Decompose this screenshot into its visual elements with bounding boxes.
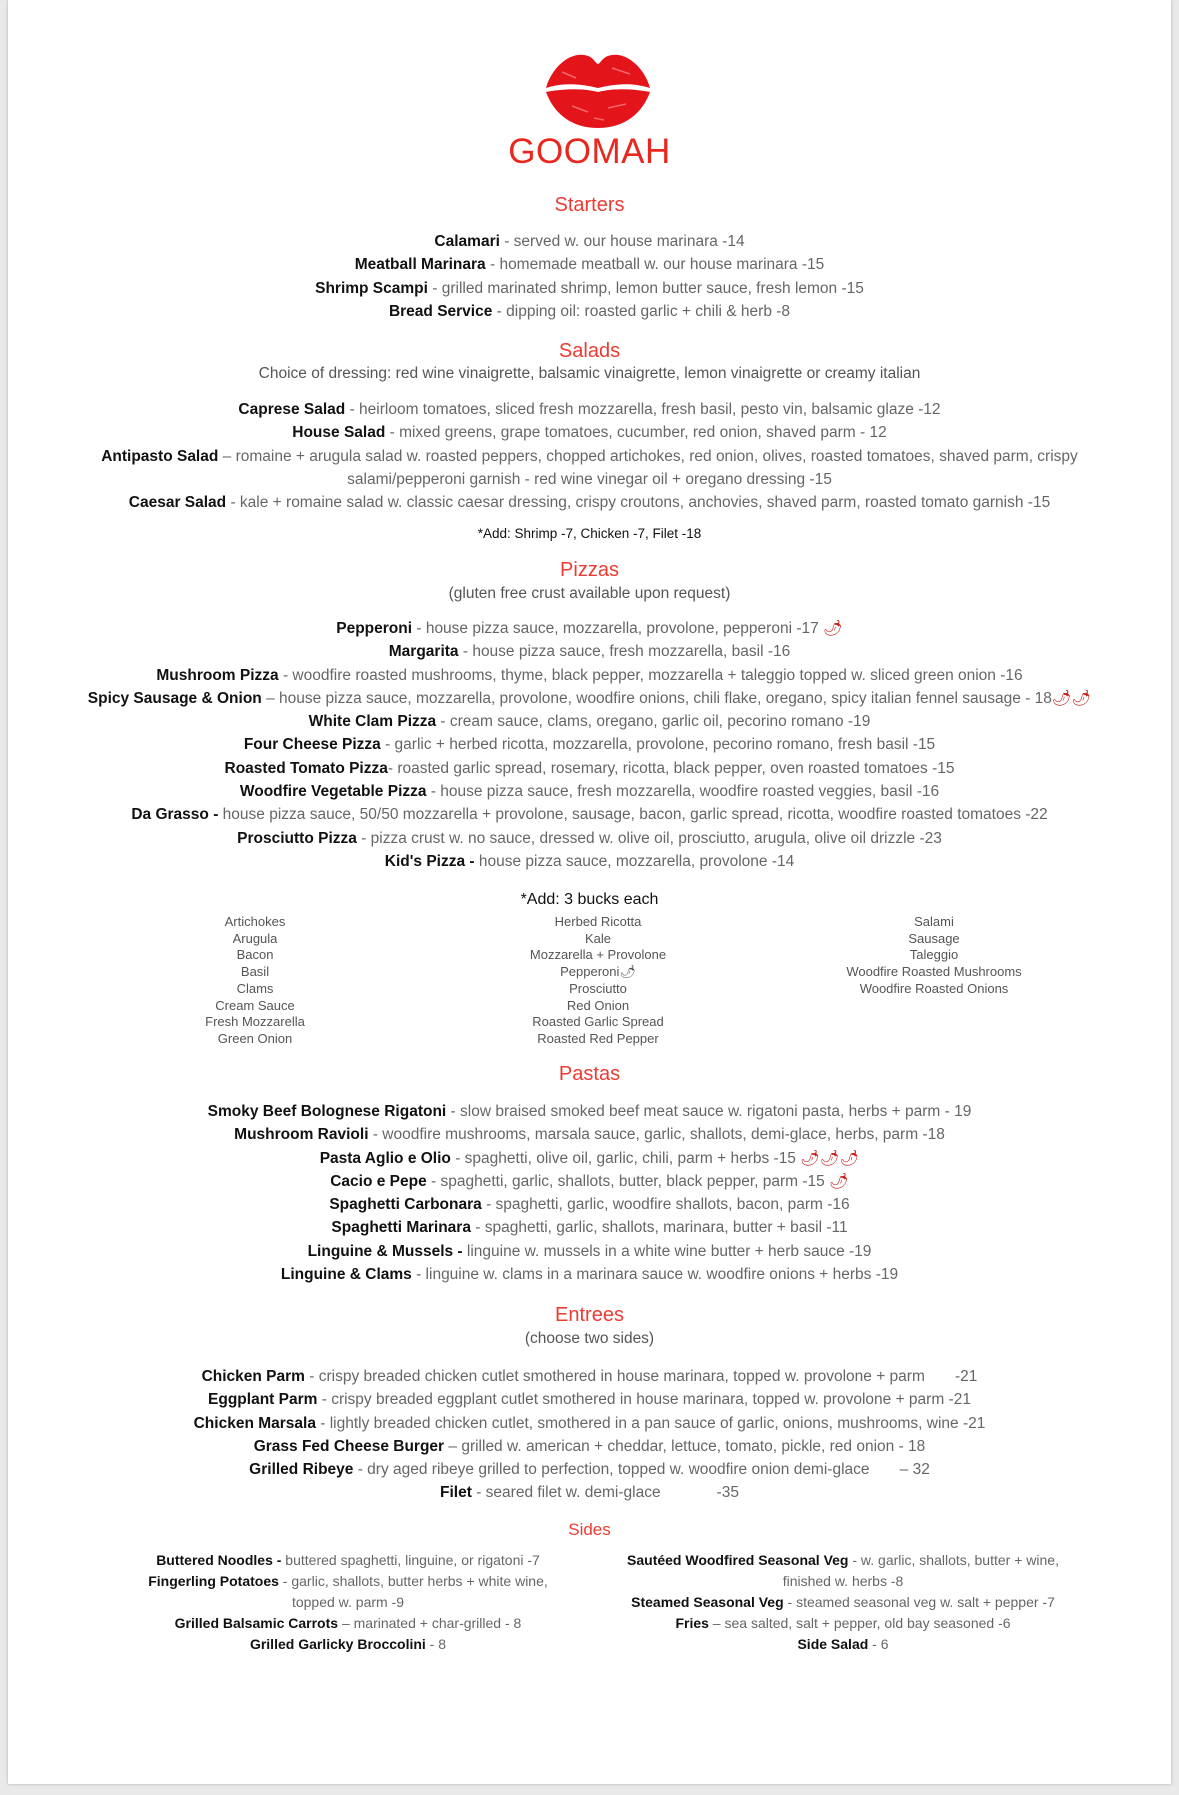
topping: Kale	[584, 930, 612, 946]
menu-item: Steamed Seasonal Veg - steamed seasonal veg w. salt + pepper -7	[631, 1594, 1055, 1610]
menu-item: Woodfire Vegetable Pizza - house pizza sauce, fresh mozzarella, woodfire roasted veggies, basil -16	[239, 783, 940, 801]
menu-item: Bread Service - dipping oil: roasted garlic + chili & herb -8	[388, 302, 791, 320]
topping: Salami	[914, 914, 954, 929]
menu-item: Smoky Beef Bolognese Rigatoni - slow braised smoked beef meat sauce w. rigatoni pasta, herbs + parm - 19	[207, 1103, 972, 1120]
entrees-list	[68, 1365, 1111, 1505]
menu-item: Grilled Balsamic Carrots – marinated + char-grilled - 8	[174, 1615, 522, 1631]
menu-item: Mushroom Pizza - woodfire roasted mushrooms, thyme, black pepper, mozzarella + taleggio topped w. sliced green onion -16	[156, 666, 1023, 684]
topping: Red Onion	[566, 997, 630, 1013]
menu-item: Calamari - served w. our house marinara -14	[434, 233, 745, 250]
toppings-column-2	[498, 914, 698, 1048]
menu-item: Spicy Sausage & Onion – house pizza sauce, mozzarella, provolone, woodfire onions, chili flake, oregano, spicy italian fennel sausage - 18🌶🌶	[87, 689, 1092, 707]
topping: Taleggio	[909, 947, 959, 963]
menu-item: Pepperoni - house pizza sauce, mozzarella, provolone, pepperoni -17 🌶	[336, 620, 843, 637]
pizzas-list	[68, 617, 1111, 873]
sides-right-column	[608, 1550, 1078, 1655]
menu-item: Da Grasso - house pizza sauce, 50/50 mozzarella + provolone, sausage, bacon, garlic spread, ricotta, woodfire roasted tomatoes -22	[131, 806, 1048, 824]
topping: Sausage	[908, 930, 960, 946]
menu-item: Kid's Pizza - house pizza sauce, mozzarella, provolone -14	[384, 852, 795, 870]
topping: Basil	[240, 964, 270, 980]
topping: Artichokes	[224, 914, 286, 929]
menu-item: House Salad - mixed greens, grape tomatoes, cucumber, red onion, shaved parm - 12	[292, 424, 887, 442]
menu-item: Spaghetti Carbonara - spaghetti, garlic, woodfire shallots, bacon, parm -16	[329, 1196, 850, 1214]
restaurant-name: GOOMAH	[508, 132, 671, 171]
menu-item: Cacio e Pepe - spaghetti, garlic, shallots, butter, black pepper, parm -15 🌶	[330, 1172, 849, 1190]
menu-item: Prosciutto Pizza - pizza crust w. no sauce, dressed w. olive oil, prosciutto, arugula, olive oil drizzle -23	[237, 829, 942, 847]
chili-pepper-icon: 🌶	[823, 620, 843, 637]
topping: Roasted Red Pepper	[537, 1030, 659, 1046]
topping: Prosciutto	[569, 980, 627, 996]
menu-item: Antipasto Salad – romaine + arugula salad w. roasted peppers, chopped artichokes, red onion, olives, roasted tomatoes, shaved parm, crispy salami/pepperoni garnish - red wine vinegar oil + oregano dressing -15	[101, 447, 1078, 488]
toppings-column-1	[165, 914, 345, 1048]
menu-item: Mushroom Ravioli - woodfire mushrooms, marsala sauce, garlic, shallots, demi-glace, herbs, parm -18	[234, 1126, 945, 1144]
pizzas-heading: Pizzas	[560, 559, 619, 581]
menu-item: Eggplant Parm - crispy breaded eggplant cutlet smothered in house marinara, topped w. provolone + parm -21	[208, 1391, 971, 1409]
topping: Roasted Garlic Spread	[532, 1014, 664, 1030]
sides-note: (choose two sides)	[524, 1330, 655, 1347]
menu-item: Pasta Aglio e Olio - spaghetti, olive oil, garlic, chili, parm + herbs -15 🌶🌶🌶	[319, 1149, 860, 1167]
chili-pepper-icon: 🌶🌶🌶	[800, 1149, 860, 1167]
gluten-free-note: (gluten free crust available upon request)	[448, 585, 731, 602]
menu-item: Margarita - house pizza sauce, fresh mozzarella, basil -16	[388, 643, 791, 661]
menu-item: Chicken Marsala - lightly breaded chicken cutlet, smothered in a pan sauce of garlic, onions, mushrooms, wine -21	[193, 1414, 986, 1432]
chili-pepper-icon: 🌶	[829, 1172, 849, 1190]
menu-item: Side Salad - 6	[797, 1636, 889, 1652]
menu-item: Caesar Salad - kale + romaine salad w. classic caesar dressing, crispy croutons, anchovies, shaved parm, roasted tomato garnish -15	[128, 494, 1051, 512]
menu-item: White Clam Pizza - cream sauce, clams, oregano, garlic oil, pecorino romano -19	[308, 713, 871, 731]
menu-item: Fingerling Potatoes - garlic, shallots, butter herbs + white wine, topped w. parm -9	[148, 1573, 548, 1610]
menu-item: Sautéed Woodfired Seasonal Veg - w. garlic, shallots, butter + wine, finished w. herbs -8	[627, 1552, 1059, 1589]
menu-item: Grass Fed Cheese Burger – grilled w. american + cheddar, lettuce, tomato, pickle, red onion - 18	[253, 1437, 926, 1455]
sides-left-column	[128, 1550, 568, 1655]
menu-item: Filet - seared filet w. demi-glace -35	[440, 1484, 739, 1502]
topping: Bacon	[236, 947, 274, 963]
sides-heading: Sides	[568, 1520, 611, 1539]
pizza-add-ons-title: *Add: 3 bucks each	[520, 891, 659, 908]
starters-list	[68, 230, 1111, 323]
salad-add-ons: *Add: Shrimp -7, Chicken -7, Filet -18	[477, 526, 702, 541]
topping: Clams	[236, 980, 274, 996]
topping: Woodfire Roasted Onions	[859, 980, 1009, 996]
topping: Cream Sauce	[215, 997, 295, 1013]
menu-item: Four Cheese Pizza - garlic + herbed ricotta, mozzarella, provolone, pecorino romano, fresh basil -15	[243, 736, 936, 754]
menu-item: Meatball Marinara - homemade meatball w. our house marinara -15	[354, 256, 825, 274]
menu-item: Linguine & Clams - linguine w. clams in a marinara sauce w. woodfire onions + herbs -19	[280, 1266, 899, 1284]
menu-item: Roasted Tomato Pizza- roasted garlic spread, rosemary, ricotta, black pepper, oven roasted tomatoes -15	[224, 759, 955, 777]
topping: Mozzarella + Provolone	[529, 947, 667, 963]
toppings-column-3	[824, 914, 1044, 998]
topping: Herbed Ricotta	[554, 914, 642, 929]
menu-item: Linguine & Mussels - linguine w. mussels in a white wine butter + herb sauce -19	[307, 1242, 872, 1260]
lips-logo-icon	[542, 48, 654, 132]
pastas-heading: Pastas	[558, 1063, 621, 1085]
dressing-note: Choice of dressing: red wine vinaigrette, balsamic vinaigrette, lemon vinaigrette or creamy italian	[258, 365, 921, 382]
menu-item: Grilled Garlicky Broccolini - 8	[249, 1636, 447, 1652]
salads-heading: Salads	[558, 340, 621, 362]
menu-item: Shrimp Scampi - grilled marinated shrimp, lemon butter sauce, fresh lemon -15	[315, 279, 864, 297]
menu-page	[8, 0, 1171, 1784]
menu-item: Caprese Salad - heirloom tomatoes, sliced fresh mozzarella, fresh basil, pesto vin, balsamic glaze -12	[238, 401, 941, 418]
topping: Pepperoni🌶	[560, 964, 636, 980]
menu-item: Fries – sea salted, salt + pepper, old bay seasoned -6	[675, 1615, 1011, 1631]
topping: Fresh Mozzarella	[205, 1014, 305, 1030]
menu-item: Grilled Ribeye - dry aged ribeye grilled to perfection, topped w. woodfire onion demi-glace – 32	[249, 1461, 930, 1479]
menu-item: Chicken Parm - crispy breaded chicken cutlet smothered in house marinara, topped w. provolone + parm -21	[201, 1368, 978, 1385]
entrees-heading: Entrees	[555, 1304, 624, 1326]
salads-list	[68, 398, 1111, 514]
menu-item: Spaghetti Marinara - spaghetti, garlic, shallots, marinara, butter + basil -11	[331, 1219, 848, 1237]
topping: Arugula	[232, 930, 278, 946]
menu-item: Buttered Noodles - buttered spaghetti, linguine, or rigatoni -7	[156, 1552, 540, 1568]
pastas-list	[68, 1100, 1111, 1286]
topping: Woodfire Roasted Mushrooms	[846, 964, 1022, 980]
chili-pepper-icon: 🌶🌶	[1051, 689, 1092, 707]
topping: Green Onion	[217, 1030, 293, 1046]
starters-heading: Starters	[554, 194, 625, 216]
